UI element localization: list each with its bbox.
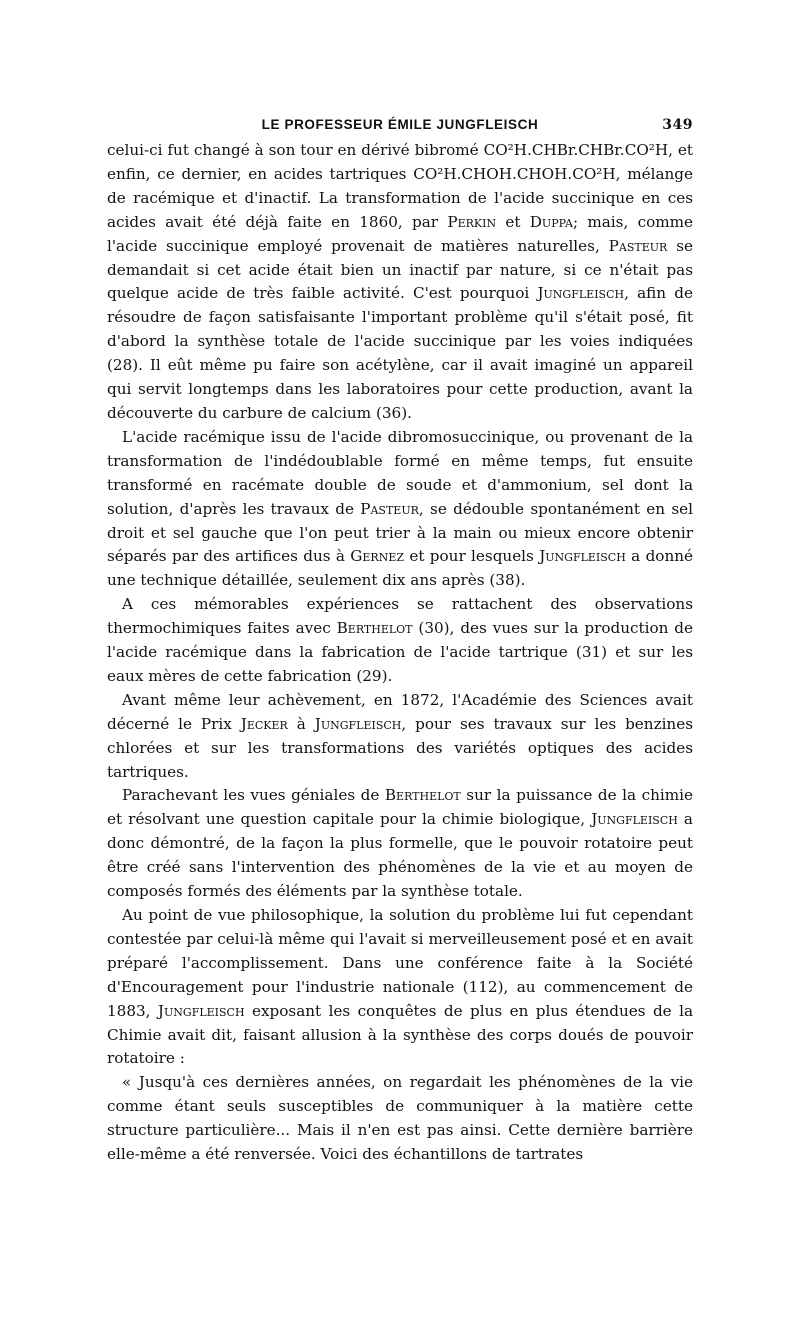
person-name: Pasteur [360,499,419,518]
paragraph [107,1071,693,1167]
text-run: , se dédouble spontanément en sel droit et sel gauche que l'on peut trier à la main ou mieux encore obtenir séparés par des artifices dus à [107,499,693,566]
person-name: Pasteur [608,236,668,255]
person-name: Gernez [350,547,405,566]
text-run: (30), des vues sur la production de l'acide racémique dans la fabrication de l'acide tartrique (31) et sur les eaux mères de cette fabrication (29). [107,619,693,685]
text-run: à [287,714,315,733]
body-text [107,139,693,1167]
person-name: Jungfleisch [537,284,625,303]
text-run: sur la puissance de la chimie et résolvant une question capitale pour la chimie biologique, [107,786,693,829]
person-name: Jungfleisch [157,1001,245,1020]
book-page [107,113,693,1167]
paragraph [107,904,693,1071]
person-name: Jungfleisch [539,547,626,566]
text-run: L'acide racémique issu de l'acide dibromosuccinique, ou provenant de la transformation de l'indédoublable formé en même temps, fut ensuite transformé en racémate double de soude et d'ammonium, sel dont la solution, d'après les travaux de [107,427,693,518]
person-name: Jecker [240,714,288,733]
text-run: et pour lesquels [404,547,540,566]
text-run: , pour ses travaux sur les benzines chlorées et sur les transformations des variétés optiques des acides tartriques. [107,714,693,781]
person-name: Perkin [447,212,497,231]
person-name: Jungfleisch [314,714,402,733]
person-name: Berthelot [336,619,413,638]
text-run: Au point de vue philosophique, la solution du problème lui fut cependant contestée par celui-là même qui l'avait si merveilleusement posé et en avait préparé l'accomplissement. Dans une conférence faite à la Société d'Encouragement pour l'industrie nationale (112), au commencement de 1883, [107,906,693,1020]
text-run: A ces mémorables expériences se rattachent des observations thermochimiques faites avec [107,595,693,638]
paragraph [107,139,693,426]
text-run: celui-ci fut changé à son tour en dérivé bibromé CO²H.CHBr.CHBr.CO²H, et enfin, ce dernier, en acides tartriques CO²H.CHOH.CHOH.CO²H, mélange de racémique et d'inactif. La transformation de l'acide succinique en ces acides avait été déjà faite en 1860, par [107,141,693,231]
text-run: se demandait si cet acide était bien un inactif par nature, si ce n'était pas quelque acide de très faible activité. C'est pourquoi [107,236,693,303]
paragraph [107,784,693,904]
text-run: exposant les conquêtes de plus en plus étendues de la Chimie avait dit, faisant allusion à la synthèse des corps doués de pouvoir rotatoire : [107,1001,694,1068]
page-header [107,113,693,139]
person-name: Jungfleisch [591,810,678,829]
text-run: a donné une technique détaillée, seulement dix ans après (38). [107,547,693,590]
running-title: LE PROFESSEUR ÉMILE JUNGFLEISCH [261,117,539,132]
text-run: a donc démontré, de la façon la plus formelle, que le pouvoir rotatoire peut être créé sans l'intervention des phénomènes de la vie et au moyen de composés formés des éléments par la synthèse totale. [107,810,693,901]
text-run: , afin de résoudre de façon satisfaisante l'important problème qu'il s'était posé, fit d'abord la synthèse totale de l'acide succinique par les voies indiquées (28). Il eût même pu faire son acétylène, car il avait imaginé un appareil qui servit longtemps dans les laboratoires pour cette production, avant la découverte du carbure de calcium (36). [107,284,693,422]
text-run: Avant même leur achèvement, en 1872, l'Académie des Sciences avait décerné le Prix [107,690,693,733]
paragraph [107,689,693,785]
page-number: 349 [662,117,693,133]
person-name: Duppa [529,212,573,231]
text-run: ; mais, comme l'acide succinique employé provenait de matières naturelles, [107,212,694,255]
paragraph [107,426,693,593]
text-run: « Jusqu'à ces dernières années, on regardait les phénomènes de la vie comme étant seuls susceptibles de communiquer à la matière cette structure particulière... Mais il n'en est pas ainsi. Cette dernière barrière elle-même a été renversée. Voici des échantillons de tartrates [107,1073,693,1164]
text-run: Parachevant les vues géniales de [122,786,385,805]
person-name: Berthelot [384,786,461,805]
paragraph [107,593,693,689]
text-run: et [496,212,530,231]
